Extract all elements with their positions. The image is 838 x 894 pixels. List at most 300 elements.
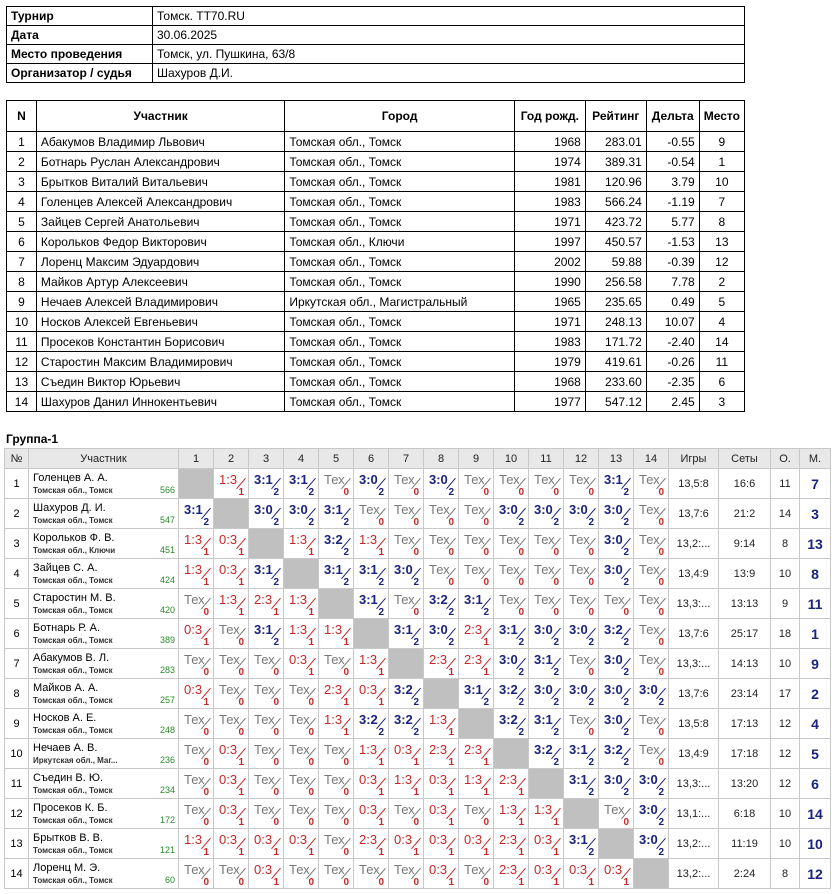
- match-score: 3:0: [534, 682, 553, 697]
- grid-player-cell: [29, 559, 179, 589]
- match-score: 3:0: [604, 532, 623, 547]
- participant-city: Томская обл., Томск: [285, 212, 515, 232]
- match-score: 0:3: [569, 862, 588, 877]
- match-result-cell: [389, 589, 424, 619]
- grid-row: [5, 559, 831, 589]
- match-result-cell: [354, 649, 389, 679]
- grid-header-opponent: 5: [319, 449, 354, 469]
- match-points: 0: [658, 547, 664, 558]
- grid-player-cell: [29, 589, 179, 619]
- participant-rating: 248.13: [585, 312, 646, 332]
- grid-player-rating: 283: [159, 665, 175, 675]
- match-score: 3:2: [534, 742, 553, 757]
- grid-points: 10: [771, 559, 800, 589]
- participant-name: Старостин Максим Владимирович: [36, 352, 284, 372]
- match-result-cell: [529, 619, 564, 649]
- participant-rating: 566.24: [585, 192, 646, 212]
- match-points: 2: [378, 577, 384, 588]
- info-row: [7, 64, 745, 83]
- match-points: 0: [588, 667, 594, 678]
- match-result-cell: [529, 709, 564, 739]
- match-points: 0: [518, 577, 524, 588]
- match-points: 1: [518, 877, 524, 888]
- participants-column-header: Участник: [36, 101, 284, 132]
- grid-points: 14: [771, 499, 800, 529]
- match-points: 2: [658, 817, 664, 828]
- info-value: Томск. TT70.RU: [153, 7, 745, 26]
- grid-row-number: 14: [5, 859, 29, 889]
- info-label: Дата: [7, 26, 153, 45]
- grid-place: 2: [800, 679, 831, 709]
- match-result-cell: [634, 649, 669, 679]
- match-points: 2: [518, 727, 524, 738]
- match-result-cell: [249, 589, 284, 619]
- match-result-cell: [249, 829, 284, 859]
- match-result-cell: [494, 469, 529, 499]
- match-score: 1:3: [359, 742, 378, 757]
- match-points: 0: [483, 517, 489, 528]
- match-score: 2:3: [429, 652, 448, 667]
- match-result-cell: [354, 709, 389, 739]
- participant-city: Томская обл., Томск: [285, 272, 515, 292]
- grid-games: 13,2:...: [669, 829, 719, 859]
- match-score: 3:2: [604, 622, 623, 637]
- match-score: Тех: [254, 682, 275, 697]
- match-score: 3:0: [604, 502, 623, 517]
- match-result-cell: [284, 769, 319, 799]
- match-result-cell: [424, 619, 459, 649]
- grid-row: [5, 829, 831, 859]
- grid-self-cell: [249, 529, 284, 559]
- match-result-cell: [529, 739, 564, 769]
- participant-place: 4: [699, 312, 744, 332]
- match-result-cell: [389, 469, 424, 499]
- grid-points: 12: [771, 709, 800, 739]
- match-points: 0: [658, 607, 664, 618]
- match-points: 0: [308, 877, 314, 888]
- grid-player-rating: 234: [159, 785, 175, 795]
- match-points: 2: [623, 787, 629, 798]
- match-result-cell: [599, 469, 634, 499]
- grid-row-number: 5: [5, 589, 29, 619]
- participant-delta: -1.19: [646, 192, 699, 212]
- match-score: Тех: [254, 742, 275, 757]
- participant-row: [7, 312, 745, 332]
- match-points: 2: [658, 787, 664, 798]
- match-score: Тех: [429, 502, 450, 517]
- match-result-cell: [319, 529, 354, 559]
- match-result-cell: [179, 499, 214, 529]
- grid-player-cell: [29, 799, 179, 829]
- match-points: 0: [273, 697, 279, 708]
- match-result-cell: [634, 739, 669, 769]
- participant-city: Томская обл., Ключи: [285, 232, 515, 252]
- participant-city: Иркутская обл., Магистральный: [285, 292, 515, 312]
- grid-player-cell: [29, 769, 179, 799]
- match-result-cell: [214, 859, 249, 889]
- match-result-cell: [564, 709, 599, 739]
- match-points: 0: [413, 607, 419, 618]
- match-score: Тех: [639, 712, 660, 727]
- match-result-cell: [424, 769, 459, 799]
- match-result-cell: [564, 769, 599, 799]
- match-points: 1: [238, 547, 244, 558]
- match-score: Тех: [394, 532, 415, 547]
- participant-rating: 547.12: [585, 392, 646, 412]
- participant-place: 13: [699, 232, 744, 252]
- match-points: 1: [238, 757, 244, 768]
- participant-row: [7, 252, 745, 272]
- grid-player-rating: 121: [159, 845, 175, 855]
- match-score: Тех: [289, 772, 310, 787]
- match-points: 2: [553, 637, 559, 648]
- match-points: 0: [448, 577, 454, 588]
- match-result-cell: [424, 529, 459, 559]
- participant-row: [7, 132, 745, 152]
- match-points: 0: [343, 847, 349, 858]
- participant-number: 12: [7, 352, 37, 372]
- grid-row: [5, 799, 831, 829]
- grid-place: 1: [800, 619, 831, 649]
- grid-header: [5, 449, 831, 469]
- match-points: 2: [588, 787, 594, 798]
- grid-header-opponent: 2: [214, 449, 249, 469]
- participant-place: 14: [699, 332, 744, 352]
- match-result-cell: [214, 769, 249, 799]
- match-score: 3:1: [569, 742, 588, 757]
- match-points: 1: [238, 847, 244, 858]
- match-score: Тех: [499, 562, 520, 577]
- match-points: 1: [378, 667, 384, 678]
- match-result-cell: [634, 559, 669, 589]
- match-points: 0: [343, 757, 349, 768]
- match-result-cell: [424, 739, 459, 769]
- grid-self-cell: [214, 499, 249, 529]
- participants-column-header: Дельта: [646, 101, 699, 132]
- match-score: 2:3: [429, 742, 448, 757]
- match-result-cell: [389, 619, 424, 649]
- grid-self-cell: [284, 559, 319, 589]
- grid-games: 13,4:9: [669, 559, 719, 589]
- match-points: 0: [203, 727, 209, 738]
- group-title: Группа-1: [6, 432, 59, 446]
- match-result-cell: [529, 589, 564, 619]
- participant-name: Абакумов Владимир Львович: [36, 132, 284, 152]
- match-result-cell: [494, 589, 529, 619]
- match-score: 1:3: [359, 532, 378, 547]
- match-result-cell: [284, 709, 319, 739]
- match-points: 0: [308, 727, 314, 738]
- match-result-cell: [249, 769, 284, 799]
- group-results-grid: [4, 448, 831, 889]
- match-result-cell: [319, 679, 354, 709]
- match-score: 3:1: [254, 622, 273, 637]
- match-result-cell: [599, 859, 634, 889]
- match-points: 0: [413, 487, 419, 498]
- match-points: 1: [203, 847, 209, 858]
- grid-row: [5, 529, 831, 559]
- grid-place: 13: [800, 529, 831, 559]
- participant-name: Ботнарь Руслан Александрович: [36, 152, 284, 172]
- match-points: 1: [413, 847, 419, 858]
- match-points: 0: [308, 757, 314, 768]
- match-result-cell: [179, 649, 214, 679]
- match-points: 0: [378, 517, 384, 528]
- match-score: 3:0: [639, 802, 658, 817]
- grid-points: 10: [771, 799, 800, 829]
- match-result-cell: [634, 829, 669, 859]
- grid-row-number: 7: [5, 649, 29, 679]
- grid-place: 12: [800, 859, 831, 889]
- match-score: Тех: [429, 562, 450, 577]
- match-score: 1:3: [289, 532, 308, 547]
- match-points: 1: [553, 877, 559, 888]
- grid-self-cell: [599, 829, 634, 859]
- participant-place: 5: [699, 292, 744, 312]
- grid-player-name: Лоренц М. Э.: [33, 862, 101, 874]
- match-result-cell: [599, 619, 634, 649]
- participant-rating: 389.31: [585, 152, 646, 172]
- match-score: Тех: [254, 772, 275, 787]
- participant-name: Лоренц Максим Эдуардович: [36, 252, 284, 272]
- grid-points: 18: [771, 619, 800, 649]
- match-score: 2:3: [464, 742, 483, 757]
- match-result-cell: [459, 829, 494, 859]
- match-result-cell: [599, 499, 634, 529]
- match-points: 0: [588, 487, 594, 498]
- match-points: 0: [238, 697, 244, 708]
- participant-place: 6: [699, 372, 744, 392]
- match-score: 0:3: [429, 772, 448, 787]
- match-points: 1: [273, 847, 279, 858]
- participant-city: Томская обл., Томск: [285, 252, 515, 272]
- grid-place: 11: [800, 589, 831, 619]
- participant-name: Корольков Федор Викторович: [36, 232, 284, 252]
- match-points: 0: [413, 547, 419, 558]
- grid-player-name: Старостин М. В.: [33, 592, 116, 604]
- match-score: 1:3: [219, 592, 238, 607]
- grid-player-city: Томская обл., Томск: [33, 786, 113, 795]
- match-points: 0: [553, 577, 559, 588]
- match-result-cell: [564, 679, 599, 709]
- participant-delta: -1.53: [646, 232, 699, 252]
- match-points: 0: [308, 787, 314, 798]
- match-score: 1:3: [534, 802, 553, 817]
- match-points: 1: [588, 877, 594, 888]
- match-result-cell: [459, 679, 494, 709]
- match-result-cell: [459, 559, 494, 589]
- match-points: 1: [518, 787, 524, 798]
- match-points: 2: [623, 667, 629, 678]
- participant-name: Просеков Константин Борисович: [36, 332, 284, 352]
- tournament-info-body: [7, 7, 745, 83]
- match-result-cell: [389, 829, 424, 859]
- participant-number: 4: [7, 192, 37, 212]
- grid-header-opponent: 7: [389, 449, 424, 469]
- match-result-cell: [319, 559, 354, 589]
- grid-header-opponent: 11: [529, 449, 564, 469]
- match-result-cell: [319, 709, 354, 739]
- match-points: 2: [273, 637, 279, 648]
- grid-sets: 6:18: [719, 799, 771, 829]
- participant-row: [7, 332, 745, 352]
- match-score: Тех: [324, 802, 345, 817]
- match-score: 0:3: [394, 832, 413, 847]
- grid-player-city: Томская обл., Ключи: [33, 546, 116, 555]
- match-score: 3:0: [604, 562, 623, 577]
- match-score: 0:3: [184, 622, 203, 637]
- match-result-cell: [564, 499, 599, 529]
- participant-number: 3: [7, 172, 37, 192]
- grid-place: 8: [800, 559, 831, 589]
- match-result-cell: [284, 529, 319, 559]
- match-result-cell: [214, 709, 249, 739]
- match-score: 3:0: [499, 502, 518, 517]
- match-points: 1: [518, 847, 524, 858]
- match-score: Тех: [359, 862, 380, 877]
- grid-row-number: 9: [5, 709, 29, 739]
- match-score: Тех: [499, 532, 520, 547]
- match-result-cell: [354, 859, 389, 889]
- match-points: 2: [343, 517, 349, 528]
- match-result-cell: [494, 709, 529, 739]
- match-score: 0:3: [359, 772, 378, 787]
- match-result-cell: [214, 739, 249, 769]
- match-score: 0:3: [254, 862, 273, 877]
- grid-header-sets: Сеты: [719, 449, 771, 469]
- match-score: Тех: [359, 502, 380, 517]
- grid-row-number: 10: [5, 739, 29, 769]
- match-score: Тех: [289, 682, 310, 697]
- match-score: Тех: [639, 532, 660, 547]
- match-score: 3:1: [184, 502, 203, 517]
- match-result-cell: [564, 589, 599, 619]
- match-score: Тех: [464, 532, 485, 547]
- match-result-cell: [284, 619, 319, 649]
- grid-points: 8: [771, 529, 800, 559]
- participant-city: Томская обл., Томск: [285, 332, 515, 352]
- match-score: Тех: [569, 592, 590, 607]
- match-result-cell: [564, 529, 599, 559]
- match-points: 0: [203, 607, 209, 618]
- match-result-cell: [494, 859, 529, 889]
- match-points: 1: [273, 877, 279, 888]
- grid-place: 14: [800, 799, 831, 829]
- grid-games: 13,7:6: [669, 619, 719, 649]
- match-points: 1: [238, 607, 244, 618]
- grid-player-cell: [29, 829, 179, 859]
- match-points: 0: [448, 517, 454, 528]
- match-result-cell: [354, 769, 389, 799]
- participant-rating: 450.57: [585, 232, 646, 252]
- match-points: 2: [588, 637, 594, 648]
- participant-number: 13: [7, 372, 37, 392]
- grid-player-city: Иркутская обл., Маг...: [33, 756, 118, 765]
- participant-rating: 171.72: [585, 332, 646, 352]
- match-result-cell: [634, 469, 669, 499]
- grid-self-cell: [494, 739, 529, 769]
- match-result-cell: [319, 469, 354, 499]
- participant-birth-year: 1997: [514, 232, 585, 252]
- match-score: 3:1: [604, 472, 623, 487]
- grid-player-city: Томская обл., Томск: [33, 816, 113, 825]
- grid-row: [5, 859, 831, 889]
- match-result-cell: [494, 679, 529, 709]
- match-points: 0: [483, 547, 489, 558]
- match-points: 2: [483, 697, 489, 708]
- grid-row-number: 11: [5, 769, 29, 799]
- match-result-cell: [564, 829, 599, 859]
- grid-player-name: Брытков В. В.: [33, 832, 104, 844]
- match-points: 2: [623, 487, 629, 498]
- participant-number: 8: [7, 272, 37, 292]
- grid-header-player: Участник: [29, 449, 179, 469]
- grid-player-cell: [29, 469, 179, 499]
- participant-birth-year: 1974: [514, 152, 585, 172]
- grid-player-rating: 172: [159, 815, 175, 825]
- match-result-cell: [564, 619, 599, 649]
- match-result-cell: [564, 739, 599, 769]
- match-result-cell: [179, 679, 214, 709]
- participant-row: [7, 292, 745, 312]
- match-result-cell: [529, 529, 564, 559]
- participant-delta: 3.79: [646, 172, 699, 192]
- match-points: 0: [588, 577, 594, 588]
- match-score: Тех: [324, 862, 345, 877]
- match-points: 0: [203, 877, 209, 888]
- match-points: 1: [448, 757, 454, 768]
- match-points: 0: [273, 817, 279, 828]
- participant-place: 11: [699, 352, 744, 372]
- match-score: Тех: [639, 622, 660, 637]
- match-score: 2:3: [499, 862, 518, 877]
- match-score: Тех: [639, 562, 660, 577]
- match-points: 0: [553, 607, 559, 618]
- match-result-cell: [634, 799, 669, 829]
- match-result-cell: [214, 529, 249, 559]
- grid-points: 12: [771, 739, 800, 769]
- match-score: Тех: [219, 682, 240, 697]
- match-points: 2: [623, 547, 629, 558]
- match-score: 0:3: [289, 832, 308, 847]
- match-score: Тех: [534, 472, 555, 487]
- grid-games: 13,7:6: [669, 499, 719, 529]
- match-result-cell: [424, 589, 459, 619]
- match-score: 2:3: [464, 622, 483, 637]
- participant-birth-year: 1981: [514, 172, 585, 192]
- match-result-cell: [179, 589, 214, 619]
- match-points: 0: [553, 547, 559, 558]
- match-score: 1:3: [464, 772, 483, 787]
- grid-place: 6: [800, 769, 831, 799]
- match-points: 1: [273, 607, 279, 618]
- match-result-cell: [179, 739, 214, 769]
- match-result-cell: [179, 799, 214, 829]
- participant-city: Томская обл., Томск: [285, 192, 515, 212]
- match-score: 3:1: [464, 682, 483, 697]
- match-score: 0:3: [429, 832, 448, 847]
- match-result-cell: [634, 709, 669, 739]
- participant-name: Майков Артур Алексеевич: [36, 272, 284, 292]
- match-score: Тех: [184, 712, 205, 727]
- match-result-cell: [284, 799, 319, 829]
- match-score: Тех: [534, 532, 555, 547]
- match-points: 0: [658, 637, 664, 648]
- grid-place: 10: [800, 829, 831, 859]
- match-points: 1: [413, 757, 419, 768]
- match-score: 0:3: [219, 562, 238, 577]
- match-points: 2: [518, 667, 524, 678]
